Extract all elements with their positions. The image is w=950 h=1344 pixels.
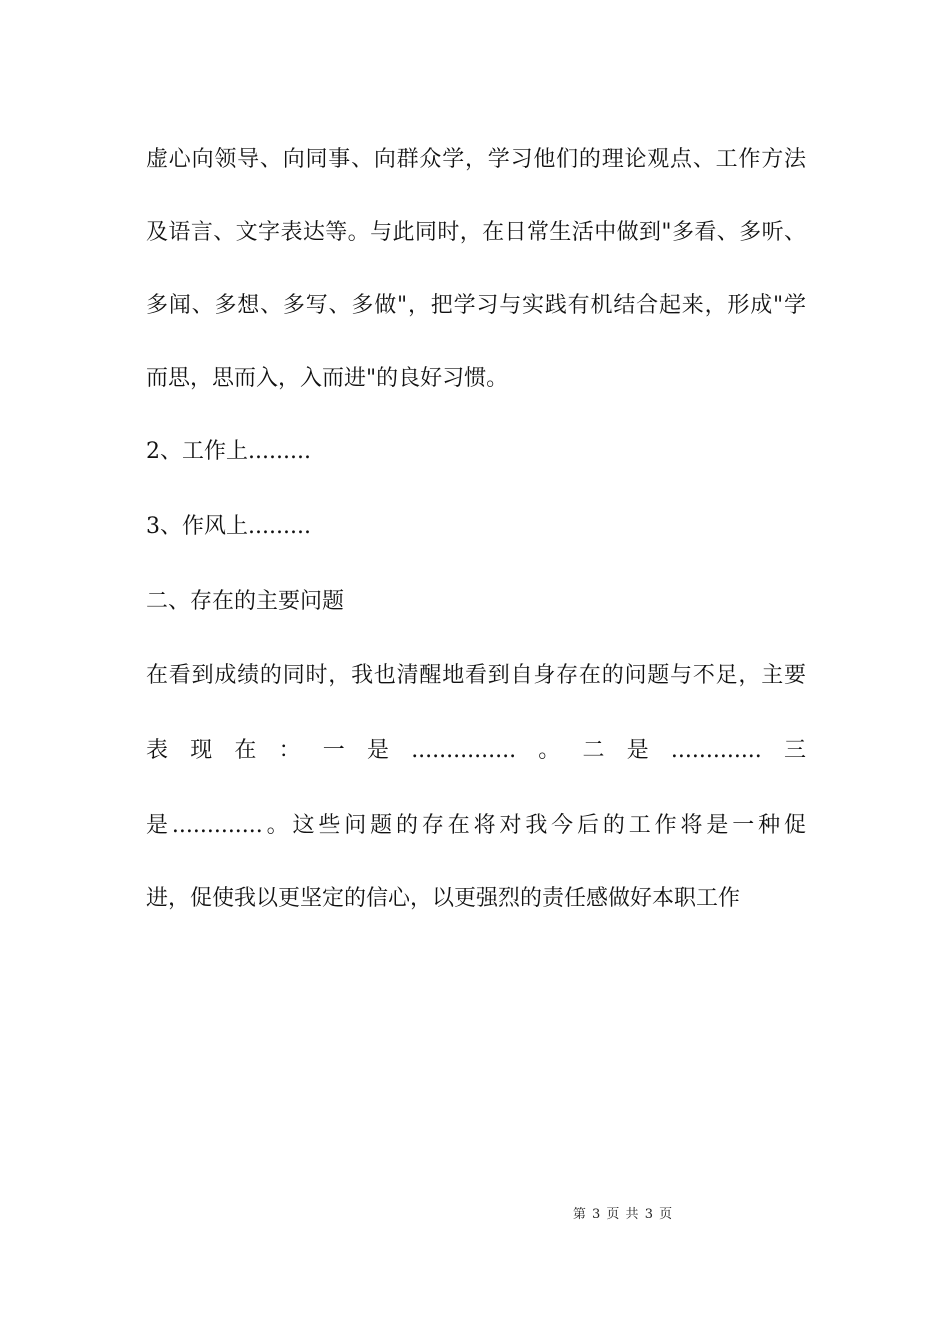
paragraph-line-3: 多闻、多想、多写、多做"，把学习与实践有机结合起来，形成"学: [146, 293, 806, 318]
section-item-work: 2、工作上.........: [146, 439, 311, 464]
paragraph-line-8: 进，促使我以更坚定的信心，以更强烈的责任感做好本职工作: [146, 886, 741, 911]
paragraph-line-2: 及语言、文字表达等。与此同时，在日常生活中做到"多看、多听、: [146, 220, 806, 245]
paragraph-line-1: 虚心向领导、向同事、向群众学，学习他们的理论观点、工作方法: [146, 147, 806, 172]
paragraph-line-7: 是.............。这些问题的存在将对我今后的工作将是一种促: [146, 813, 806, 838]
paragraph-line-5: 在看到成绩的同时，我也清醒地看到自身存在的问题与不足，主要: [146, 663, 806, 688]
paragraph-line-6: 表现在：一是...............。二是.............三: [146, 738, 806, 763]
paragraph-line-4: 而思，思而入，入而进"的良好习惯。: [146, 366, 509, 391]
page-number: 第 3 页 共 3 页: [572, 1207, 674, 1222]
page-footer: [0, 1206, 950, 1224]
section-item-style: 3、作风上.........: [146, 514, 311, 539]
section-heading-problems: 二、存在的主要问题: [146, 589, 345, 614]
